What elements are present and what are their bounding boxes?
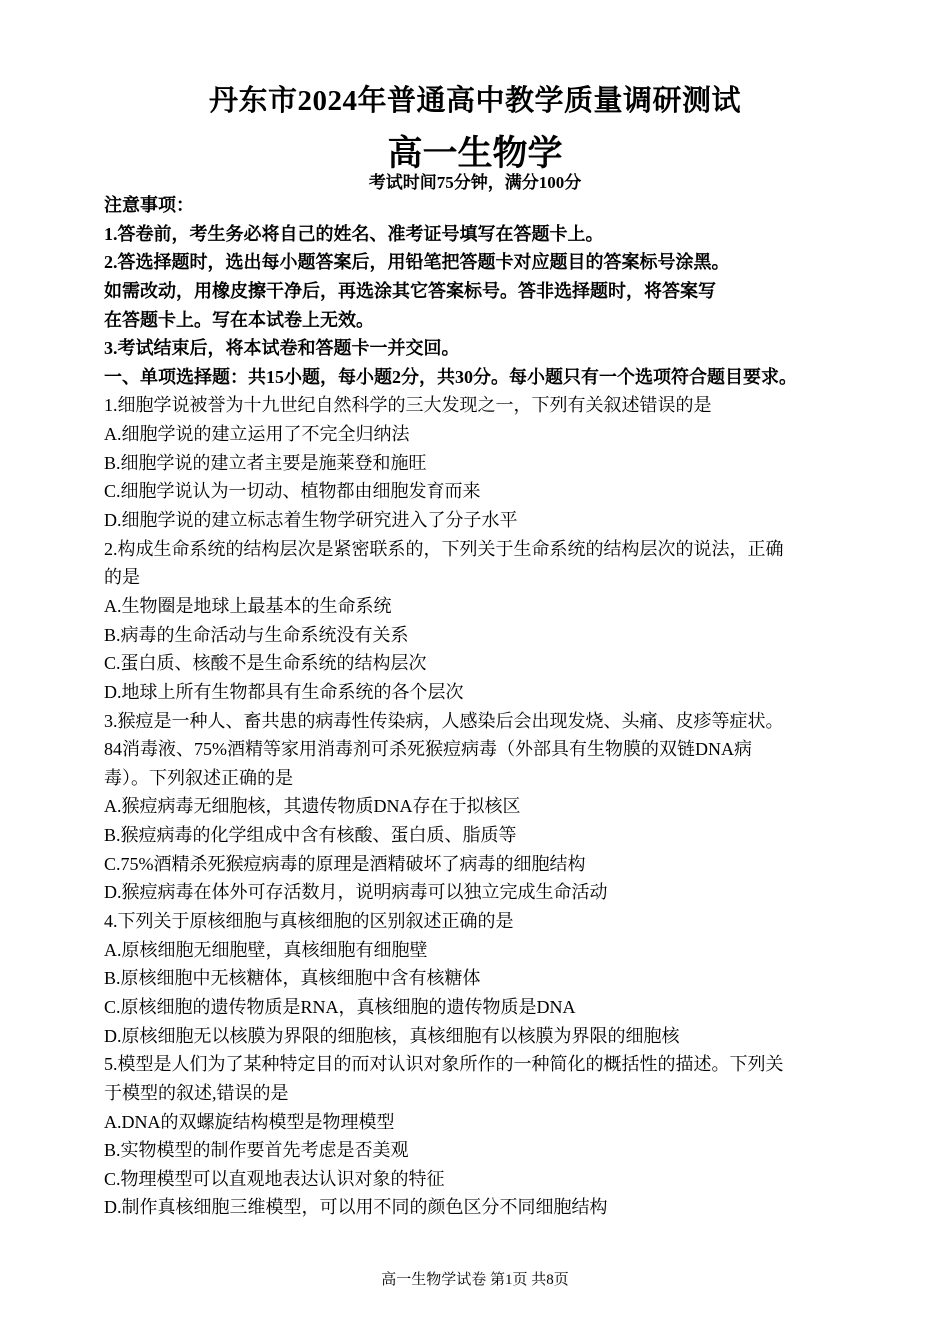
option: B.病毒的生命活动与生命系统没有关系: [104, 624, 409, 645]
question-stem: 1.细胞学说被誉为十九世纪自然科学的三大发现之一，下列有关叙述错误的是: [104, 395, 712, 416]
question-stem: 毒）。下列叙述正确的是: [104, 767, 293, 788]
exam-info: 考试时间75分钟，满分100分: [368, 173, 582, 192]
subject-title: 高一生物学: [387, 134, 563, 173]
option: C.原核细胞的遗传物质是RNA，真核细胞的遗传物质是DNA: [104, 996, 576, 1017]
question-stem: 5.模型是人们为了某种特定目的而对认识对象所作的一种简化的概括性的描述。下列关: [104, 1054, 784, 1075]
option: D.制作真核细胞三维模型，可以用不同的颜色区分不同细胞结构: [104, 1197, 608, 1218]
option: B.细胞学说的建立者主要是施莱登和施旺: [104, 452, 427, 473]
question-stem: 4.下列关于原核细胞与真核细胞的区别叙述正确的是: [104, 911, 514, 932]
question-2: [104, 535, 864, 707]
option: D.原核细胞无以核膜为界限的细胞核，真核细胞有以核膜为界限的细胞核: [104, 1025, 680, 1046]
option: D.地球上所有生物都具有生命系统的各个层次: [104, 681, 464, 702]
question-stem: 3.猴痘是一种人、畜共患的病毒性传染病，人感染后会出现发烧、头痛、皮疹等症状。: [104, 710, 784, 731]
note-line: 1.答卷前，考生务必将自己的姓名、准考证号填写在答题卡上。: [104, 223, 604, 244]
question-stem: 于模型的叙述,错误的是: [104, 1082, 289, 1103]
section-heading: 一、单项选择题：共15小题，每小题2分，共30分。每小题只有一个选项符合题目要求。: [104, 366, 797, 387]
option: A.细胞学说的建立运用了不完全归纳法: [104, 424, 410, 445]
option: C.蛋白质、核酸不是生命系统的结构层次: [104, 653, 427, 674]
exam-title: 丹东市2024年普通高中教学质量调研测试: [208, 85, 741, 117]
option: D.猴痘病毒在体外可存活数月，说明病毒可以独立完成生命活动: [104, 882, 608, 903]
option: D.细胞学说的建立标志着生物学研究进入了分子水平: [104, 510, 518, 531]
question-4: [104, 907, 864, 1050]
option: C.细胞学说认为一切动、植物都由细胞发育而来: [104, 481, 481, 502]
note-line: 如需改动，用橡皮擦干净后，再选涂其它答案标号。答非选择题时，将答案写: [104, 280, 716, 301]
option: C.75%酒精杀死猴痘病毒的原理是酒精破坏了病毒的细胞结构: [104, 853, 586, 874]
question-stem: 84消毒液、75%酒精等家用消毒剂可杀死猴痘病毒（外部具有生物膜的双链DNA病: [104, 739, 752, 760]
question-stem: 2.构成生命系统的结构层次是紧密联系的，下列关于生命系统的结构层次的说法，正确: [104, 538, 784, 559]
option: A.DNA的双螺旋结构模型是物理模型: [104, 1111, 395, 1132]
option: B.猴痘病毒的化学组成中含有核酸、蛋白质、脂质等: [104, 825, 517, 846]
note-line: 在答题卡上。写在本试卷上无效。: [104, 309, 374, 330]
option: A.猴痘病毒无细胞核，其遗传物质DNA存在于拟核区: [104, 796, 521, 817]
option: A.原核细胞无细胞壁，真核细胞有细胞壁: [104, 939, 428, 960]
option: C.物理模型可以直观地表达认识对象的特征: [104, 1168, 445, 1189]
option: B.实物模型的制作要首先考虑是否美观: [104, 1140, 409, 1161]
question-stem: 的是: [104, 567, 140, 588]
notes-heading: 注意事项：: [104, 195, 194, 215]
exam-body: [104, 191, 864, 1222]
option: A.生物圈是地球上最基本的生命系统: [104, 595, 392, 616]
page-footer: 高一生物学试卷 第1页 共8页: [381, 1272, 569, 1288]
note-line: 3.考试结束后，将本试卷和答题卡一并交回。: [104, 338, 460, 359]
option: B.原核细胞中无核糖体，真核细胞中含有核糖体: [104, 968, 481, 989]
note-line: 2.答选择题时，选出每小题答案后，用铅笔把答题卡对应题目的答案标号涂黑。: [104, 252, 730, 273]
question-1: [104, 391, 864, 534]
question-3: [104, 707, 864, 907]
question-5: [104, 1050, 864, 1222]
